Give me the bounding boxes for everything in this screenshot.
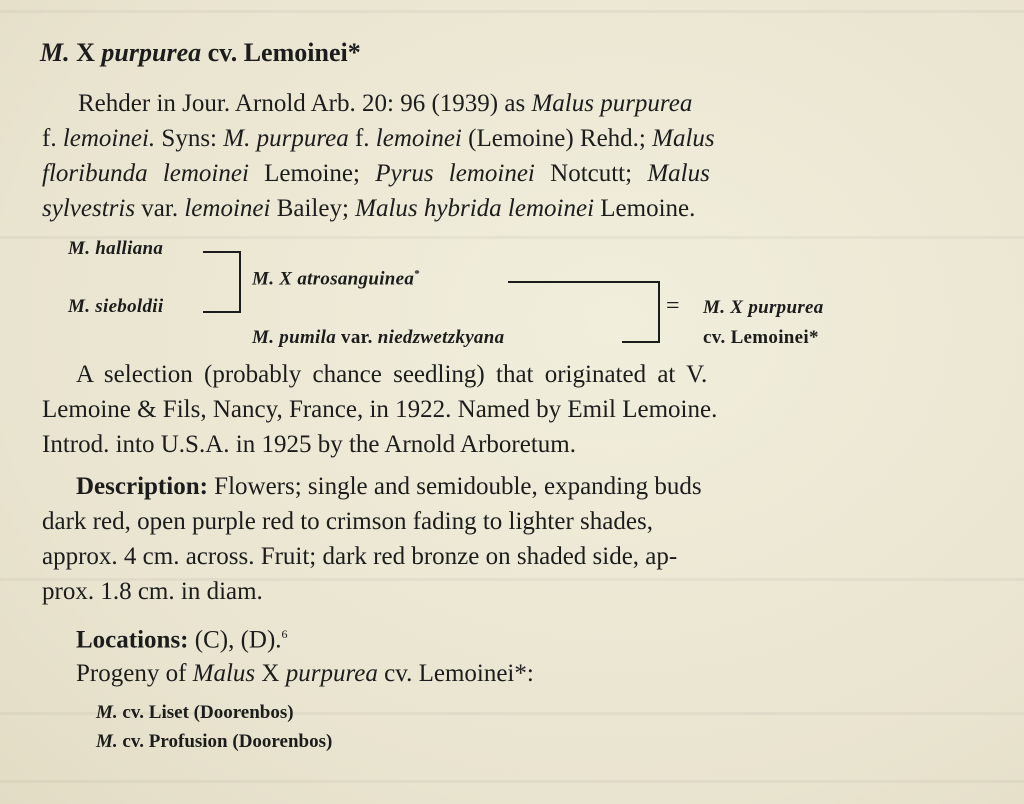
text: Progeny of xyxy=(76,660,193,687)
footnote-marker: 6 xyxy=(281,627,288,641)
heading-cultivar: cv. Lemoinei* xyxy=(207,38,361,67)
heading-genus: M. xyxy=(40,38,70,67)
text: Malus xyxy=(652,125,715,152)
text: var. xyxy=(135,195,185,222)
text: approx. 4 cm. across. Fruit; dark red bronze on shaded side, ap- xyxy=(42,543,678,570)
text: M. xyxy=(96,702,118,723)
bracket-line xyxy=(658,281,660,343)
text: var. xyxy=(336,327,378,348)
heading-hybrid-sign: X xyxy=(76,38,95,67)
text: Description: xyxy=(76,473,208,500)
text: Rehder in Jour. Arnold Arb. 20: 96 (1939) as xyxy=(78,90,532,117)
progeny-item xyxy=(96,731,332,753)
text: Flowers; single and semidouble, expanding buds xyxy=(207,473,702,500)
parent-halliana: M. halliana xyxy=(68,238,164,259)
text: lemoinei xyxy=(184,195,271,222)
text: M. pumila xyxy=(252,327,336,348)
bracket-line xyxy=(622,341,660,343)
origin-paragraph xyxy=(42,357,972,462)
text: lemoinei xyxy=(375,125,462,152)
text: Pyrus lemoinei xyxy=(375,160,535,187)
parent-sieboldii: M. sieboldii xyxy=(68,296,164,317)
text: (C), (D). xyxy=(188,626,282,654)
parent-pumila xyxy=(252,327,504,349)
text: lemoinei. xyxy=(62,125,156,152)
text: Malus hybrida lemoinei xyxy=(355,195,595,222)
text: prox. 1.8 cm. in diam. xyxy=(42,578,263,605)
text: niedzwetzkyana xyxy=(377,327,505,348)
text: Lemoine & Fils, Nancy, France, in 1922. Named by Emil Lemoine. xyxy=(42,396,718,423)
show-through-line xyxy=(0,780,1024,783)
text: Notcutt; xyxy=(534,160,648,187)
text: * xyxy=(414,268,421,280)
entry-heading xyxy=(40,38,361,68)
progeny-heading xyxy=(42,656,972,691)
text: purpurea xyxy=(285,660,378,687)
text: Syns: xyxy=(155,125,224,152)
progeny-item xyxy=(96,702,294,724)
text: Lemoine; xyxy=(248,160,376,187)
result-name: M. X purpurea xyxy=(703,297,824,318)
description-paragraph xyxy=(42,469,972,609)
heading-species: purpurea xyxy=(101,38,202,67)
text: cv. Liset (Doorenbos) xyxy=(117,702,294,723)
bracket-line xyxy=(203,311,241,313)
text: M. X atrosanguinea xyxy=(252,268,415,290)
show-through-line xyxy=(0,10,1024,13)
bracket-line xyxy=(508,281,660,283)
text: A selection (probably chance seedling) that originated at V. xyxy=(76,361,708,388)
synonyms-paragraph xyxy=(42,86,972,226)
text: dark red, open purple red to crimson fading to lighter shades, xyxy=(42,508,653,535)
text: cv. Lemoinei*: xyxy=(377,660,534,687)
text: f. xyxy=(42,125,63,152)
result-cultivar: cv. Lemoinei* xyxy=(703,327,819,348)
text: (Lemoine) Rehd.; xyxy=(461,125,653,152)
text: M. xyxy=(96,731,118,752)
text: X xyxy=(255,660,286,687)
text: Bailey; xyxy=(270,195,356,222)
text: floribunda lemoinei xyxy=(42,160,249,187)
text: Introd. into U.S.A. in 1925 by the Arnold Arboretum. xyxy=(42,431,576,458)
text: Locations: xyxy=(76,626,189,654)
equals-sign: = xyxy=(666,293,680,319)
text: Malus xyxy=(647,160,710,187)
text: Lemoine. xyxy=(594,195,696,222)
text: sylvestris xyxy=(42,195,136,222)
text: cv. Profusion (Doorenbos) xyxy=(117,731,333,752)
bracket-line xyxy=(239,251,241,313)
text: Malus purpurea xyxy=(531,90,693,117)
text: Malus xyxy=(192,660,256,687)
bracket-line xyxy=(203,251,241,253)
locations-line xyxy=(42,617,972,652)
text: M. purpurea xyxy=(223,125,349,152)
hybrid-atrosanguinea xyxy=(252,268,420,290)
text: f. xyxy=(348,125,376,152)
